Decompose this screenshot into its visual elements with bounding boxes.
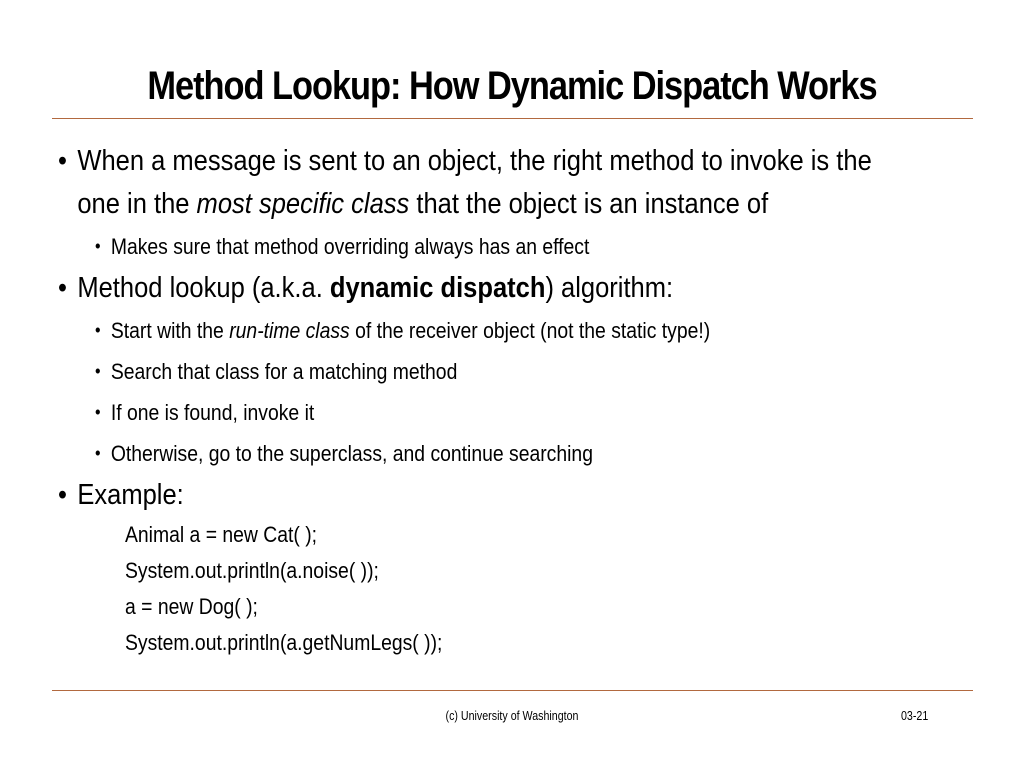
bullet-glyph: • — [58, 145, 67, 177]
slide-title: Method Lookup: How Dynamic Dispatch Works — [147, 64, 877, 108]
sub-bullet-item — [95, 433, 881, 474]
code-line: System.out.println(a.getNumLegs( )); — [125, 630, 443, 655]
bullet-glyph: • — [58, 272, 67, 304]
footer-divider — [52, 690, 973, 691]
sub-bullet-text: Search that class for a matching method — [110, 359, 458, 384]
title-divider — [52, 118, 973, 119]
bold-text: dynamic dispatch — [329, 272, 546, 304]
bullet-line: Example: — [77, 479, 184, 511]
bullet-text: that the object is an instance of — [409, 188, 769, 220]
emphasis-text: most specific class — [196, 188, 410, 220]
sub-bullet-text: of the receiver object (not the static type!) — [349, 318, 711, 343]
code-line: Animal a = new Cat( ); — [125, 522, 318, 547]
sub-bullet-text: If one is found, invoke it — [110, 400, 315, 425]
bullet-text: Method lookup (a.k.a. — [77, 272, 330, 304]
footer-copyright: (c) University of Washington — [445, 708, 579, 723]
bullet-text: ) algorithm: — [545, 272, 674, 304]
sub-bullet-item — [95, 310, 881, 351]
bullet-text: one in the — [77, 188, 197, 220]
bullet-glyph: • — [95, 320, 101, 340]
sub-bullet-text: Start with the — [110, 318, 230, 343]
slide-number: 03-21 — [900, 708, 928, 723]
bullet-glyph: • — [58, 479, 67, 511]
bullet-glyph: • — [95, 443, 101, 463]
sub-bullet-text: Makes sure that method overriding always has an effect — [110, 234, 590, 259]
bullet-item — [58, 474, 876, 517]
bullet-line: When a message is sent to an object, the right method to invoke is the — [77, 145, 872, 177]
bullet-glyph: • — [95, 361, 101, 381]
sub-bullet-item — [95, 351, 881, 392]
bullet-line — [77, 267, 876, 310]
bullet-line — [77, 183, 876, 226]
emphasis-text: run-time class — [229, 318, 350, 343]
sub-bullet-text: Otherwise, go to the superclass, and continue searching — [110, 441, 593, 466]
code-line: a = new Dog( ); — [125, 594, 258, 619]
sub-bullet-item — [95, 392, 881, 433]
slide-content — [58, 140, 988, 661]
code-line: System.out.println(a.noise( )); — [125, 558, 379, 583]
bullet-glyph: • — [95, 402, 101, 422]
bullet-item — [58, 140, 876, 226]
bullet-item — [58, 267, 876, 310]
sub-bullet-item — [95, 226, 881, 267]
bullet-glyph: • — [95, 236, 101, 256]
